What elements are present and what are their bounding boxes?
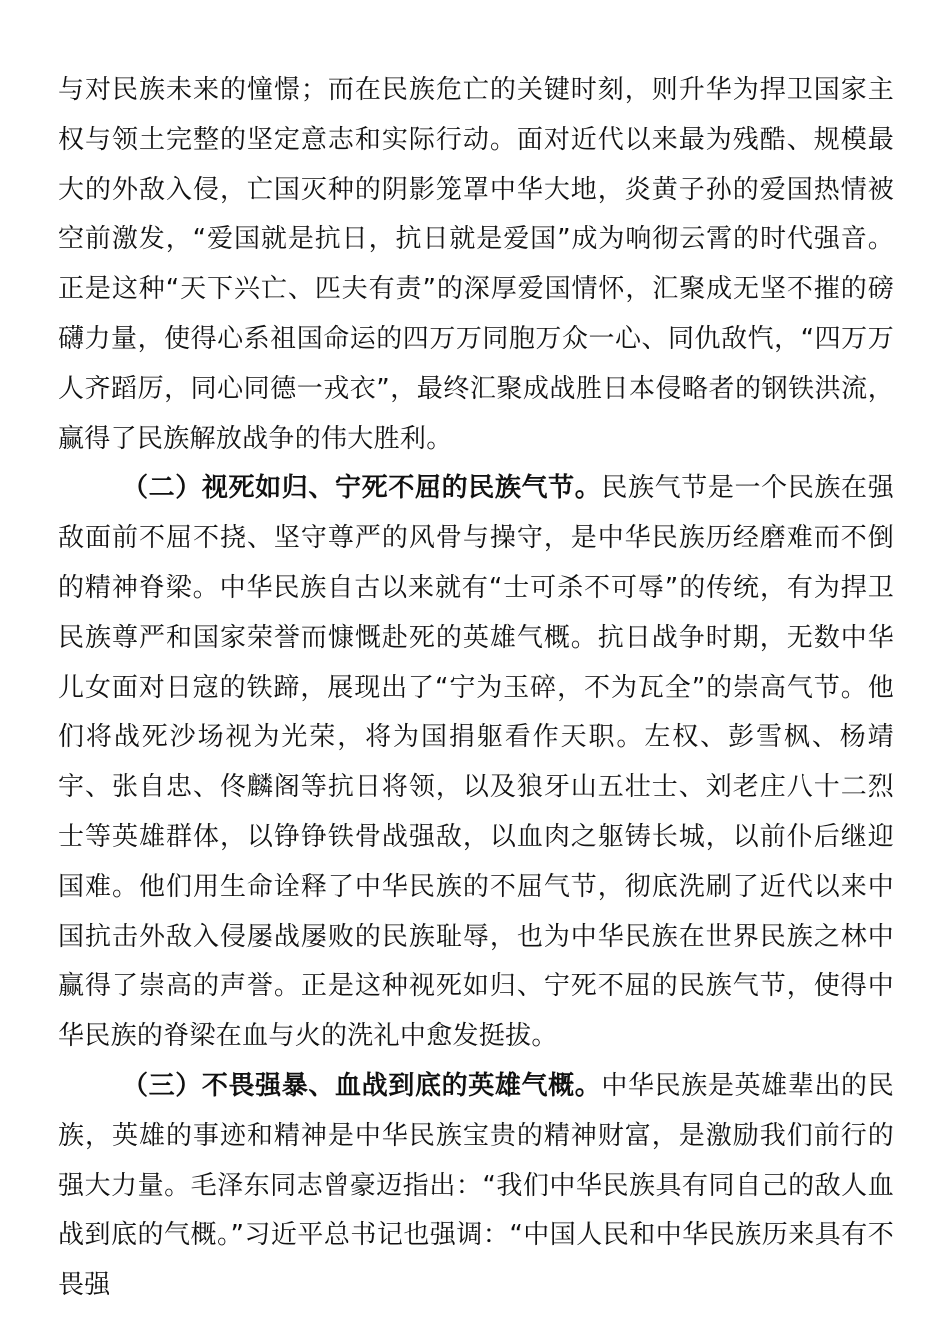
document-body — [58, 66, 894, 1311]
paragraph-national-integrity — [58, 464, 894, 1062]
section-heading-national-integrity: （二）视死如归、宁死不屈的民族气节。 — [122, 473, 602, 504]
paragraph-heroic-spirit — [58, 1062, 894, 1311]
paragraph-text: 中华民族是英雄辈出的民族，英雄的事迹和精神是中华民族宝贵的精神财富，是激励我们前行的强大力量。毛泽东同志曾豪迈指出：“我们中华民族具有同自己的敌人血战到底的气概。”习近平总书记也强调：“中国人民和中华民族历来具有不畏强 — [58, 1070, 894, 1301]
section-heading-heroic-spirit: （三）不畏强暴、血战到底的英雄气概。 — [122, 1070, 602, 1101]
paragraph-text: 民族气节是一个民族在强敌面前不屈不挠、坚守尊严的风骨与操守，是中华民族历经磨难而不倒的精神脊梁。中华民族自古以来就有“士可杀不可辱”的传统，有为捍卫民族尊严和国家荣誉而慷慨赴死的英雄气概。抗日战争时期，无数中华儿女面对日寇的铁蹄，展现出了“宁为玉碎，不为瓦全”的崇高气节。他们将战死沙场视为光荣，将为国捐躯看作天职。左权、彭雪枫、杨靖宇、张自忠、佟麟阁等抗日将领，以及狼牙山五壮士、刘老庄八十二烈士等英雄群体，以铮铮铁骨战强敌，以血肉之躯铸长城，以前仆后继迎国难。他们用生命诠释了中华民族的不屈气节，彻底洗刷了近代以来中国抗击外敌入侵屡战屡败的民族耻辱，也为中华民族在世界民族之林中赢得了崇高的声誉。正是这种视死如归、宁死不屈的民族气节，使得中华民族的脊梁在血与火的洗礼中愈发挺拔。 — [58, 473, 894, 1052]
paragraph-text: 与对民族未来的憧憬；而在民族危亡的关键时刻，则升华为捍卫国家主权与领土完整的坚定意志和实际行动。面对近代以来最为残酷、规模最大的外敌入侵，亡国灭种的阴影笼罩中华大地，炎黄子孙的爱国热情被空前激发，“爱国就是抗日，抗日就是爱国”成为响彻云霄的时代强音。正是这种“天下兴亡、匹夫有责”的深厚爱国情怀，汇聚成无坚不摧的磅礴力量，使得心系祖国命运的四万万同胞万众一心、同仇敌忾，“四万万人齐蹈厉，同心同德一戎衣”，最终汇聚成战胜日本侵略者的钢铁洪流，赢得了民族解放战争的伟大胜利。 — [58, 75, 894, 454]
paragraph-patriotism-continued — [58, 66, 894, 464]
